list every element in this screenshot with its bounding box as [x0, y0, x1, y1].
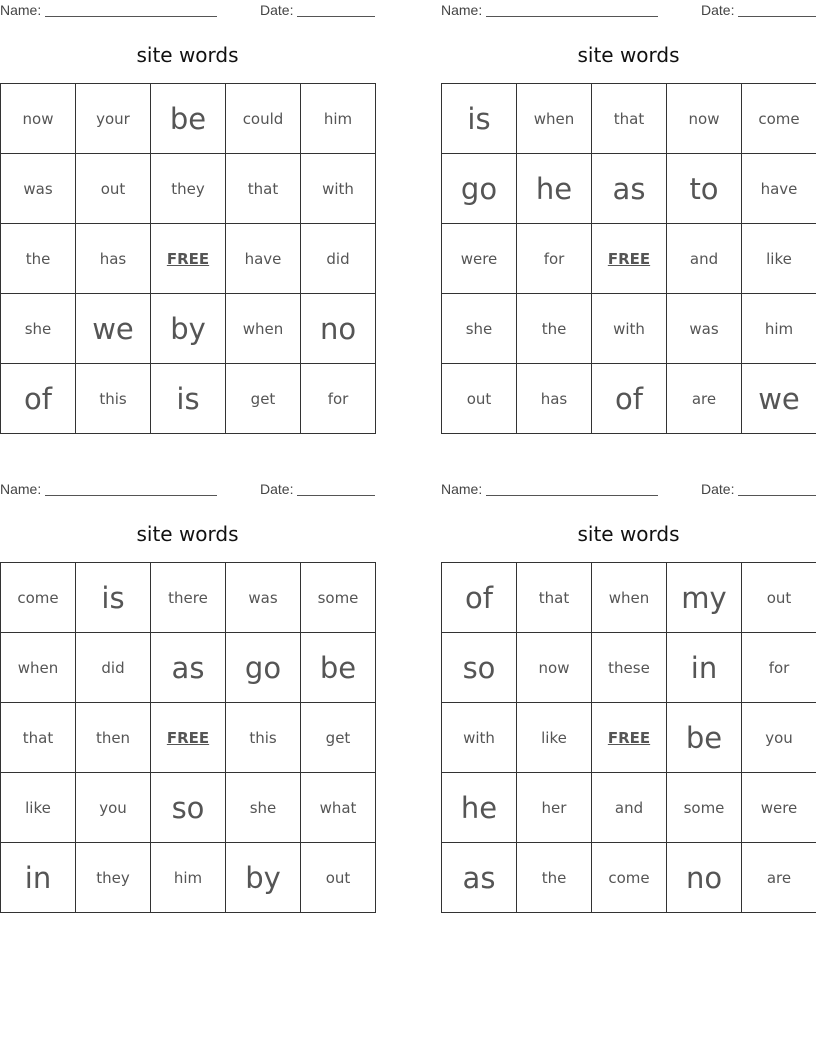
word-cell: to: [667, 154, 742, 224]
word-cell: like: [742, 224, 816, 294]
name-date-line: [0, 2, 375, 20]
word-cell: these: [592, 633, 667, 703]
grid-row: [442, 154, 816, 224]
word-cell: like: [517, 703, 592, 773]
word-cell: by: [226, 843, 301, 913]
word-cell: what: [301, 773, 376, 843]
grid-row: [442, 224, 816, 294]
word-cell: for: [742, 633, 816, 703]
word-cell: was: [226, 563, 301, 633]
word-cell: some: [667, 773, 742, 843]
word-cell: now: [1, 84, 76, 154]
card-title: site words: [136, 522, 239, 546]
word-cell: by: [151, 294, 226, 364]
word-cell: come: [742, 84, 816, 154]
grid-row: [442, 364, 816, 434]
grid-row: [1, 224, 376, 294]
word-cell: no: [301, 294, 376, 364]
word-cell: be: [151, 84, 226, 154]
bingo-grid: [0, 83, 376, 434]
word-cell: you: [76, 773, 151, 843]
word-cell: for: [517, 224, 592, 294]
name-label: Name:: [0, 2, 42, 18]
name-blank-line[interactable]: [486, 495, 658, 496]
word-cell: is: [442, 84, 517, 154]
grid-row: [442, 294, 816, 364]
grid-row: [1, 773, 376, 843]
word-cell: was: [667, 294, 742, 364]
date-blank-line[interactable]: [297, 495, 375, 496]
grid-row: [442, 703, 816, 773]
word-cell: is: [76, 563, 151, 633]
name-label: Name:: [441, 2, 483, 18]
word-cell: the: [517, 294, 592, 364]
word-cell: this: [76, 364, 151, 434]
word-cell: she: [226, 773, 301, 843]
bingo-grid: [0, 562, 376, 913]
grid-row: [1, 703, 376, 773]
word-cell: were: [742, 773, 816, 843]
word-cell: my: [667, 563, 742, 633]
grid-row: [1, 563, 376, 633]
word-cell: she: [1, 294, 76, 364]
word-cell: out: [442, 364, 517, 434]
word-cell: were: [442, 224, 517, 294]
word-cell: that: [517, 563, 592, 633]
date-blank-line[interactable]: [738, 495, 816, 496]
word-cell: so: [151, 773, 226, 843]
word-cell: her: [517, 773, 592, 843]
word-cell: have: [742, 154, 816, 224]
word-cell: out: [76, 154, 151, 224]
word-cell: are: [667, 364, 742, 434]
word-cell: then: [76, 703, 151, 773]
card-title: site words: [577, 522, 680, 546]
word-cell: when: [592, 563, 667, 633]
word-cell: there: [151, 563, 226, 633]
word-cell: in: [1, 843, 76, 913]
date-blank-line[interactable]: [297, 16, 375, 17]
word-cell: we: [742, 364, 816, 434]
word-cell: and: [667, 224, 742, 294]
bingo-grid: [441, 83, 816, 434]
date-label: Date:: [701, 2, 735, 18]
word-cell: she: [442, 294, 517, 364]
word-cell: be: [301, 633, 376, 703]
word-cell: is: [151, 364, 226, 434]
date-label: Date:: [260, 2, 294, 18]
word-cell: some: [301, 563, 376, 633]
name-blank-line[interactable]: [486, 16, 658, 17]
name-blank-line[interactable]: [45, 16, 217, 17]
grid-row: [1, 294, 376, 364]
date-blank-line[interactable]: [738, 16, 816, 17]
word-cell: your: [76, 84, 151, 154]
word-cell: out: [301, 843, 376, 913]
name-label: Name:: [0, 481, 42, 497]
word-cell: as: [151, 633, 226, 703]
word-cell: him: [301, 84, 376, 154]
word-cell: so: [442, 633, 517, 703]
grid-row: [442, 843, 816, 913]
word-cell: they: [76, 843, 151, 913]
grid-row: [1, 154, 376, 224]
word-cell: come: [592, 843, 667, 913]
word-cell: go: [442, 154, 517, 224]
free-space-cell: FREE: [592, 703, 667, 773]
grid-row: [442, 563, 816, 633]
word-cell: get: [226, 364, 301, 434]
word-cell: when: [226, 294, 301, 364]
word-cell: come: [1, 563, 76, 633]
word-cell: and: [592, 773, 667, 843]
word-cell: of: [1, 364, 76, 434]
free-space-cell: FREE: [151, 224, 226, 294]
word-cell: this: [226, 703, 301, 773]
word-cell: did: [76, 633, 151, 703]
word-cell: now: [517, 633, 592, 703]
grid-row: [1, 364, 376, 434]
free-space-cell: FREE: [151, 703, 226, 773]
free-space-cell: FREE: [592, 224, 667, 294]
word-cell: of: [592, 364, 667, 434]
word-cell: did: [301, 224, 376, 294]
date-label: Date:: [701, 481, 735, 497]
name-date-line: [441, 481, 816, 499]
word-cell: he: [442, 773, 517, 843]
word-cell: the: [1, 224, 76, 294]
name-label: Name:: [441, 481, 483, 497]
name-date-line: [441, 2, 816, 20]
word-cell: when: [517, 84, 592, 154]
word-cell: we: [76, 294, 151, 364]
word-cell: in: [667, 633, 742, 703]
word-cell: when: [1, 633, 76, 703]
word-cell: for: [301, 364, 376, 434]
word-cell: as: [592, 154, 667, 224]
word-cell: are: [742, 843, 816, 913]
grid-row: [442, 773, 816, 843]
grid-row: [442, 84, 816, 154]
word-cell: now: [667, 84, 742, 154]
word-cell: go: [226, 633, 301, 703]
word-cell: they: [151, 154, 226, 224]
word-cell: you: [742, 703, 816, 773]
word-cell: him: [742, 294, 816, 364]
word-cell: has: [517, 364, 592, 434]
word-cell: have: [226, 224, 301, 294]
bingo-grid: [441, 562, 816, 913]
word-cell: that: [226, 154, 301, 224]
name-blank-line[interactable]: [45, 495, 217, 496]
word-cell: him: [151, 843, 226, 913]
word-cell: be: [667, 703, 742, 773]
card-title: site words: [577, 43, 680, 67]
word-cell: of: [442, 563, 517, 633]
word-cell: get: [301, 703, 376, 773]
word-cell: no: [667, 843, 742, 913]
word-cell: with: [592, 294, 667, 364]
word-cell: out: [742, 563, 816, 633]
grid-row: [1, 84, 376, 154]
date-label: Date:: [260, 481, 294, 497]
grid-row: [1, 843, 376, 913]
word-cell: he: [517, 154, 592, 224]
word-cell: like: [1, 773, 76, 843]
card-title: site words: [136, 43, 239, 67]
grid-row: [442, 633, 816, 703]
word-cell: with: [442, 703, 517, 773]
word-cell: has: [76, 224, 151, 294]
grid-row: [1, 633, 376, 703]
word-cell: that: [592, 84, 667, 154]
name-date-line: [0, 481, 375, 499]
word-cell: that: [1, 703, 76, 773]
word-cell: was: [1, 154, 76, 224]
word-cell: the: [517, 843, 592, 913]
word-cell: could: [226, 84, 301, 154]
word-cell: as: [442, 843, 517, 913]
word-cell: with: [301, 154, 376, 224]
